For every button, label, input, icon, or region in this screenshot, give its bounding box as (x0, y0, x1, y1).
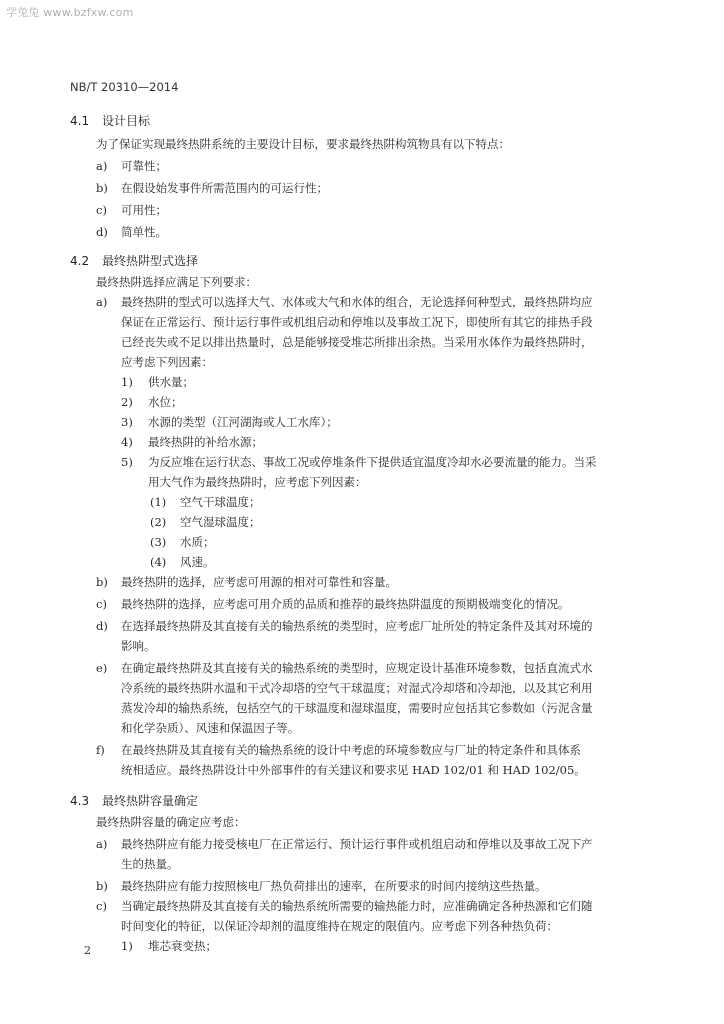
list-marker: (4) (150, 555, 167, 569)
list-item: 水位； (148, 395, 183, 409)
list-marker: 1) (121, 375, 133, 389)
paragraph-line: 已经丧失或不足以排出热量时，总是能够接受堆芯所排出余热。当采用水体作为最终热阱时， (121, 335, 593, 349)
list-item: 可靠性； (121, 159, 167, 173)
section-title: 最终热阱容量确定 (102, 794, 199, 808)
list-item: 空气湿球温度； (180, 515, 261, 529)
paragraph-line: 应考虑下列因素： (121, 355, 213, 369)
list-marker: b) (96, 575, 108, 589)
paragraph-line: 用大气作为最终热阱时，应考虑下列因素： (148, 475, 367, 489)
paragraph-line: 冷系统的最终热阱水温和干式冷却塔的空气干球温度；对湿式冷却塔和冷却池，以及其它利用 (121, 681, 593, 695)
list-marker: e) (96, 661, 108, 675)
paragraph-line: 蒸发冷却的输热系统，包括空气的干球温度和湿球温度，需要时应包括其它参数如（污泥含量 (121, 701, 593, 715)
list-item: 简单性。 (121, 225, 167, 239)
section-4-2-heading (70, 252, 198, 269)
section-intro: 最终热阱选择应满足下列要求： (96, 275, 257, 289)
list-marker: 1) (121, 939, 133, 953)
paragraph-line: 最终热阱的型式可以选择大气、水体或大气和水体的组合，无论选择何种型式，最终热阱均应 (121, 295, 593, 309)
section-4-3-heading (70, 792, 198, 809)
section-title: 最终热阱型式选择 (102, 254, 199, 268)
list-marker: b) (96, 181, 108, 195)
list-marker: (2) (150, 515, 167, 529)
paragraph-line: 和化学杂质）、风速和保温因子等。 (121, 721, 300, 735)
list-marker: f) (96, 743, 105, 757)
list-item: 水源的类型（江河湖海或人工水库）； (148, 415, 338, 429)
section-4-1-heading (70, 112, 150, 129)
paragraph-line: 为反应堆在运行状态、事故工况或停堆条件下提供适宜温度冷却水必要流量的能力。当采 (148, 455, 597, 469)
list-marker: d) (96, 225, 108, 239)
list-item: 可用性； (121, 203, 167, 217)
list-marker: (1) (150, 495, 167, 509)
list-item: 空气干球温度； (180, 495, 261, 509)
list-marker: (3) (150, 535, 167, 549)
section-intro: 为了保证实现最终热阱系统的主要设计目标，要求最终热阱构筑物具有以下特点： (96, 137, 510, 151)
paragraph-line: 在确定最终热阱及其直接有关的输热系统的类型时，应规定设计基准环境参数，包括直流式水 (121, 661, 593, 675)
watermark: 学兔兔 www.bzfxw.com (6, 6, 134, 19)
list-marker: 4) (121, 435, 133, 449)
list-marker: 5) (121, 455, 133, 469)
paragraph-line: 统相适应。最终热阱设计中外部事件的有关建议和要求见 HAD 102/01 和 HAD 102/05。 (121, 763, 586, 777)
paragraph-line: 保证在正常运行、预计运行事件或机组启动和停堆以及事故工况下，即使所有其它的排热手段 (121, 315, 593, 329)
list-marker: a) (96, 295, 108, 309)
list-item: 供水量； (148, 375, 194, 389)
list-marker: b) (96, 879, 108, 893)
list-item: 堆芯衰变热； (148, 939, 217, 953)
list-marker: c) (96, 203, 107, 217)
section-number: 4.1 (70, 114, 90, 128)
standard-code: NB/T 20310—2014 (70, 80, 179, 94)
section-title: 设计目标 (102, 114, 151, 128)
paragraph-line: 在选择最终热阱及其直接有关的输热系统的类型时，应考虑厂址所处的特定条件及其对环境的 (121, 619, 593, 633)
paragraph-line: 生的热量。 (121, 857, 179, 871)
list-marker: 3) (121, 415, 133, 429)
list-item: 最终热阱的补给水源； (148, 435, 263, 449)
page-number: 2 (84, 944, 91, 957)
paragraph-line: 最终热阱应有能力按照核电厂热负荷排出的速率，在所要求的时间内接纳这些热量。 (121, 879, 547, 893)
section-number: 4.3 (70, 794, 90, 808)
paragraph-line: 最终热阱的选择，应考虑可用源的相对可靠性和容量。 (121, 575, 397, 589)
list-marker: a) (96, 159, 108, 173)
list-marker: a) (96, 837, 108, 851)
list-item: 水质； (180, 535, 215, 549)
paragraph-line: 时间变化的特征，以保证冷却剂的温度维持在规定的限值内。应考虑下列各种热负荷： (121, 919, 558, 933)
section-number: 4.2 (70, 254, 90, 268)
paragraph-line: 影响。 (121, 639, 156, 653)
list-item: 风速。 (180, 555, 215, 569)
list-marker: d) (96, 619, 108, 633)
paragraph-line: 在最终热阱及其直接有关的输热系统的设计中考虑的环境参数应与厂址的特定条件和具体系 (121, 743, 581, 757)
list-marker: c) (96, 899, 107, 913)
paragraph-line: 最终热阱的选择，应考虑可用介质的品质和推荐的最终热阱温度的预期极端变化的情况。 (121, 597, 570, 611)
list-item: 在假设始发事件所需范围内的可运行性； (121, 181, 328, 195)
list-marker: 2) (121, 395, 133, 409)
section-intro: 最终热阱容量的确定应考虑： (96, 815, 246, 829)
paragraph-line: 当确定最终热阱及其直接有关的输热系统所需要的输热能力时，应准确确定各种热源和它们随 (121, 899, 593, 913)
paragraph-line: 最终热阱应有能力接受核电厂在正常运行、预计运行事件或机组启动和停堆以及事故工况下产 (121, 837, 593, 851)
list-marker: c) (96, 597, 107, 611)
